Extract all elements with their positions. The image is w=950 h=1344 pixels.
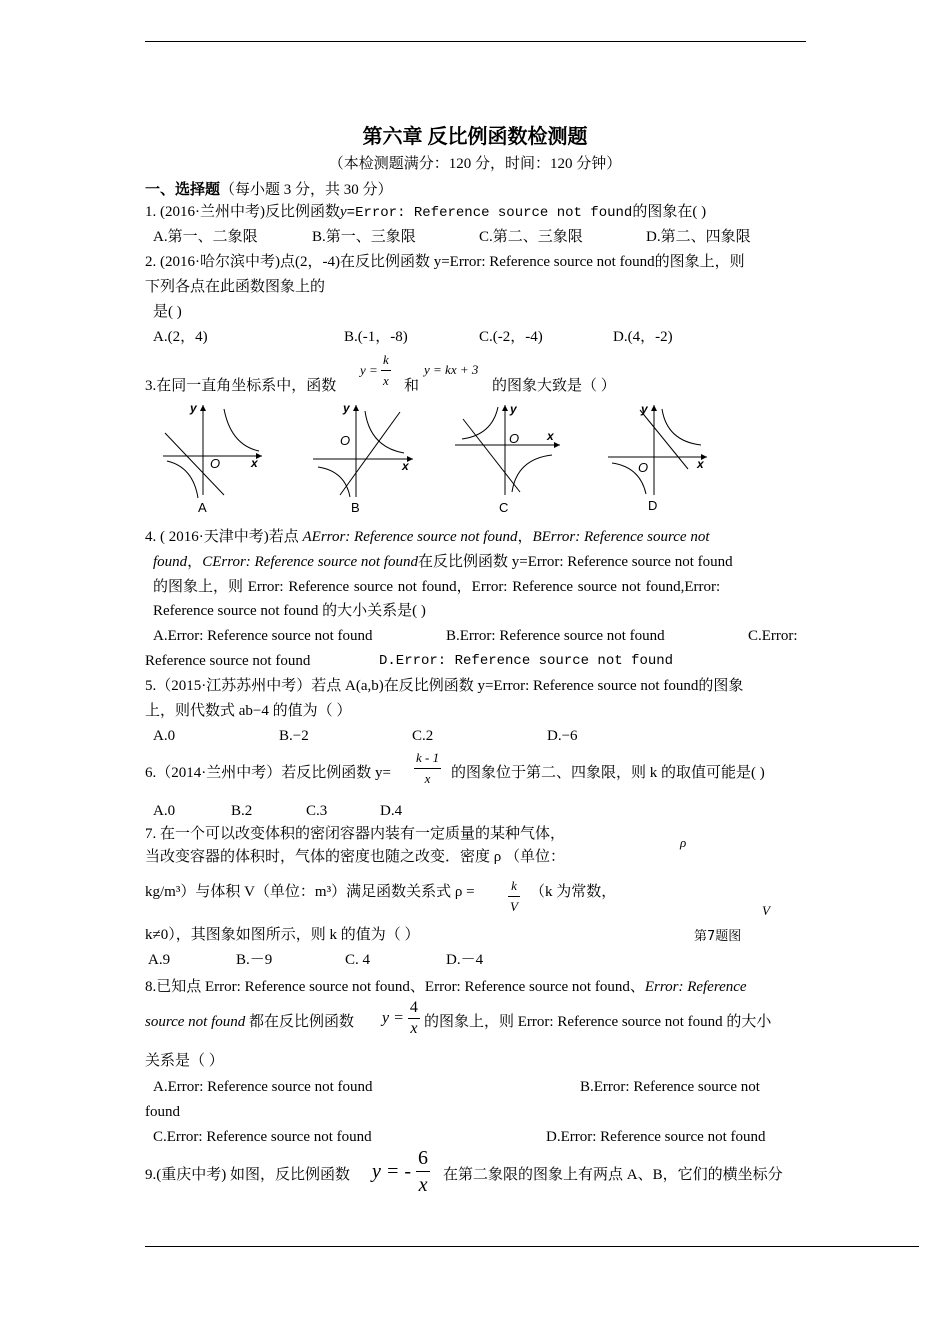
q6-fraction: [414, 748, 441, 789]
q7-fraction: [508, 876, 520, 917]
q4-option-c: C.Error:: [748, 628, 798, 644]
graph-c-origin: O: [509, 431, 520, 446]
q8-text-2: 都在反比例函数: [245, 1014, 355, 1030]
graph-a-label: A: [198, 500, 207, 515]
graph-d-hyperbola-1: [662, 409, 701, 445]
q7-rho-label: ρ: [680, 835, 687, 850]
q7-option-a: A.9: [148, 952, 171, 968]
q3-f1-lhs: y =: [360, 362, 378, 378]
q4-option-c-cont: Reference source not found: [145, 653, 311, 669]
q3-formula-2: y = kx + 3: [424, 362, 479, 377]
q8-option-c: C.Error: Reference source not found: [153, 1129, 372, 1145]
question-5-line1: 5.（2015·江苏苏州中考）若点 A(a,b)在反比例函数 y=Error: Reference source not found的图象: [145, 678, 744, 694]
q4-option-a: A.Error: Reference source not found: [153, 628, 373, 644]
q8-option-b-cont: found: [145, 1104, 180, 1120]
section-title: 一、选择题: [145, 182, 221, 198]
q8-error-ref-cont: source not found: [145, 1014, 246, 1030]
q3-graph-d: [608, 402, 707, 513]
q4-text-2: 在反比例函数 y=Error: Reference source not found: [417, 554, 733, 570]
page-title: 第六章 反比例函数检测题: [362, 126, 588, 148]
q2-option-d: D.(4，-2): [613, 329, 673, 345]
graph-a-origin: O: [210, 456, 221, 471]
question-7-line3-end: （k 为常数，: [530, 884, 617, 900]
graph-c-hyperbola-2: [512, 455, 552, 492]
graph-a-y-arrow: [200, 405, 206, 411]
question-2-line3: 是( ): [153, 304, 182, 320]
q4-option-d: D.Error: Reference source not found: [379, 653, 674, 669]
q3-f1-num: k: [381, 350, 391, 371]
question-8-line2: [145, 1012, 354, 1032]
q9-frac: [416, 1145, 430, 1198]
graph-b-origin: O: [340, 433, 351, 448]
q1-text: 1. (2016·兰州中考)反比例函数: [145, 204, 340, 220]
question-9: 9.(重庆中考) 如图，反比例函数: [145, 1167, 350, 1183]
q4-option-b: B.Error: Reference source not found: [446, 628, 665, 644]
graph-b-hyperbola-2: [318, 467, 350, 497]
graph-b-x-label: x: [402, 459, 409, 473]
q7-option-b: B.－9: [236, 952, 273, 968]
q4-point-b: BError: Reference source not: [532, 529, 710, 545]
q8-y-lhs: y =: [382, 1009, 404, 1027]
graph-c-hyperbola-1: [462, 407, 498, 439]
q4-text: 4. ( 2016·天津中考)若点: [145, 529, 303, 545]
graph-b-label: B: [351, 500, 360, 515]
q3-graph-b: [313, 401, 413, 515]
q1-error-ref: =Error: Reference source not found: [346, 205, 633, 221]
graph-d-y-label: y: [641, 402, 648, 416]
q3-and: 和: [404, 378, 420, 394]
q7-frac-den: V: [510, 899, 518, 914]
q3-formula-1: [360, 350, 391, 391]
q6-text-end: 的图象位于第二、四象限，则 k 的取值可能是( ): [451, 765, 765, 781]
q7-frac-num: k: [508, 876, 520, 897]
q4-comma: ，: [517, 529, 533, 545]
q8-option-b: B.Error: Reference source not: [580, 1079, 760, 1095]
q3-f1-fraction: [381, 350, 391, 391]
q2-option-a: A.(2，4): [153, 329, 208, 345]
question-6: [145, 763, 391, 783]
q6-option-b: B.2: [231, 803, 253, 819]
q7-figure-caption: 第7题图: [694, 929, 742, 944]
graph-b-line: [340, 412, 400, 495]
graph-c-y-label: y: [510, 402, 517, 416]
q9-formula: [372, 1145, 430, 1198]
q6-option-a: A.0: [153, 803, 176, 819]
q7-option-c: C. 4: [345, 952, 371, 968]
question-4-line3: 的图象上，则 Error: Reference source not found，Error: Reference source not found,Error:: [153, 579, 721, 595]
q8-num: 4: [408, 998, 420, 1019]
graph-d-x-label: x: [697, 457, 704, 471]
page-subtitle: （本检测题满分：120 分，时间：120 分钟）: [328, 156, 622, 172]
question-7-line3: kg/m³）与体积 V（单位：m³）满足函数关系式 ρ =: [145, 884, 475, 900]
graph-a-hyperbola-1: [224, 409, 259, 451]
q7-frac: [508, 876, 520, 917]
question-4-line2: [153, 552, 733, 572]
q1-option-b: B.第一、三象限: [312, 229, 416, 245]
graph-b-y-label: y: [343, 401, 350, 415]
q7-v-label: V: [762, 903, 770, 918]
question-8-line1: [145, 977, 747, 997]
q1-option-a: A.第一、二象限: [153, 229, 258, 245]
graph-c-x-label: x: [547, 429, 554, 443]
graph-d-y-arrow: [651, 405, 657, 411]
question-7-line1: 7. 在一个可以改变体积的密闭容器内装有一定质量的某种气体，: [145, 826, 566, 842]
q4-point-c: CError: Reference source not found: [202, 554, 418, 570]
q3-text: 3.在同一直角坐标系中，函数: [145, 378, 337, 394]
q5-option-c: C.2: [412, 728, 434, 744]
q8-option-a: A.Error: Reference source not found: [153, 1079, 373, 1095]
q5-option-d: D.−6: [547, 728, 578, 744]
question-7-line4: k≠0），其图象如图所示，则 k 的值为（ ）: [145, 927, 420, 943]
question-2-line2: 下列各点在此函数图象上的: [145, 279, 326, 295]
q8-option-d: D.Error: Reference source not found: [546, 1129, 766, 1145]
q1-option-d: D.第二、四象限: [646, 229, 751, 245]
question-9-end: 在第二象限的图象上有两点 A、B，它们的横坐标分: [443, 1167, 783, 1183]
question-8-line2-end: 的图象上，则 Error: Reference source not found 的大小: [424, 1014, 772, 1030]
q1-text-end: 的图象在( ): [632, 204, 707, 220]
q8-text: 8.已知点 Error: Reference source not found、Error: Reference source not found、: [145, 979, 645, 995]
graph-a-y-label: y: [190, 401, 197, 415]
q6-option-c: C.3: [306, 803, 328, 819]
q8-frac: [408, 998, 420, 1039]
graph-c-label: C: [499, 500, 509, 515]
footer-rule: [145, 1246, 919, 1247]
q9-den: x: [418, 1174, 428, 1196]
graph-c-x-arrow: [554, 442, 560, 448]
graph-a-x-label: x: [251, 456, 258, 470]
question-1: [145, 202, 706, 223]
q1-y: y: [340, 204, 347, 220]
q3-graph-c: [455, 402, 560, 515]
q8-formula: [382, 998, 420, 1039]
q6-frac: [414, 748, 441, 789]
graph-c-y-arrow: [502, 405, 508, 411]
graph-b-y-arrow: [353, 405, 359, 411]
q2-option-b: B.(-1，-8): [344, 329, 408, 345]
q3-graphs: [0, 397, 950, 527]
q8-den: x: [410, 1020, 418, 1037]
graph-b-hyperbola-1: [365, 411, 404, 453]
q1-option-c: C.第二、三象限: [479, 229, 583, 245]
q6-text: 6.（2014·兰州中考）若反比例函数 y=: [145, 765, 391, 781]
graph-c-line: [463, 419, 520, 492]
question-8-line3: 关系是（ ）: [145, 1053, 224, 1069]
graph-d-label: D: [648, 498, 658, 513]
q3-text-end: 的图象大致是（ ）: [492, 378, 616, 394]
graph-d-origin: O: [638, 460, 649, 475]
section-heading: [145, 180, 393, 200]
graph-a-hyperbola-2: [167, 461, 198, 498]
q2-option-c: C.(-2，-4): [479, 329, 543, 345]
q4-comma-2: ，: [187, 554, 203, 570]
q4-point-b-cont: found: [153, 554, 188, 570]
q6-den: x: [424, 771, 431, 786]
q5-option-a: A.0: [153, 728, 176, 744]
question-5-line2: 上，则代数式 ab−4 的值为（ ）: [145, 703, 352, 719]
question-2-line1: 2. (2016·哈尔滨中考)点(2，-4)在反比例函数 y=Error: Reference source not found的图象上，则: [145, 254, 745, 270]
q6-option-d: D.4: [380, 803, 403, 819]
q4-point-a: AError: Reference source not found: [302, 529, 518, 545]
question-4-line1: [145, 527, 710, 547]
header-rule: [145, 41, 806, 42]
question-7-line2: 当改变容器的体积时，气体的密度也随之改变．密度 ρ （单位：: [145, 849, 565, 865]
q3-graph-a: [163, 401, 262, 515]
q5-option-b: B.−2: [279, 728, 309, 744]
question-4-line4: Reference source not found 的大小关系是( ): [153, 603, 426, 619]
q8-error-ref: Error: Reference: [644, 979, 747, 995]
q6-num: k - 1: [414, 748, 441, 769]
q9-num: 6: [416, 1145, 430, 1172]
q3-f1-den: x: [383, 373, 389, 388]
question-3: [145, 376, 336, 396]
q9-y-lhs: y = -: [372, 1160, 412, 1183]
q7-option-d: D.－4: [446, 952, 484, 968]
section-note: （每小题 3 分，共 30 分）: [220, 182, 393, 198]
